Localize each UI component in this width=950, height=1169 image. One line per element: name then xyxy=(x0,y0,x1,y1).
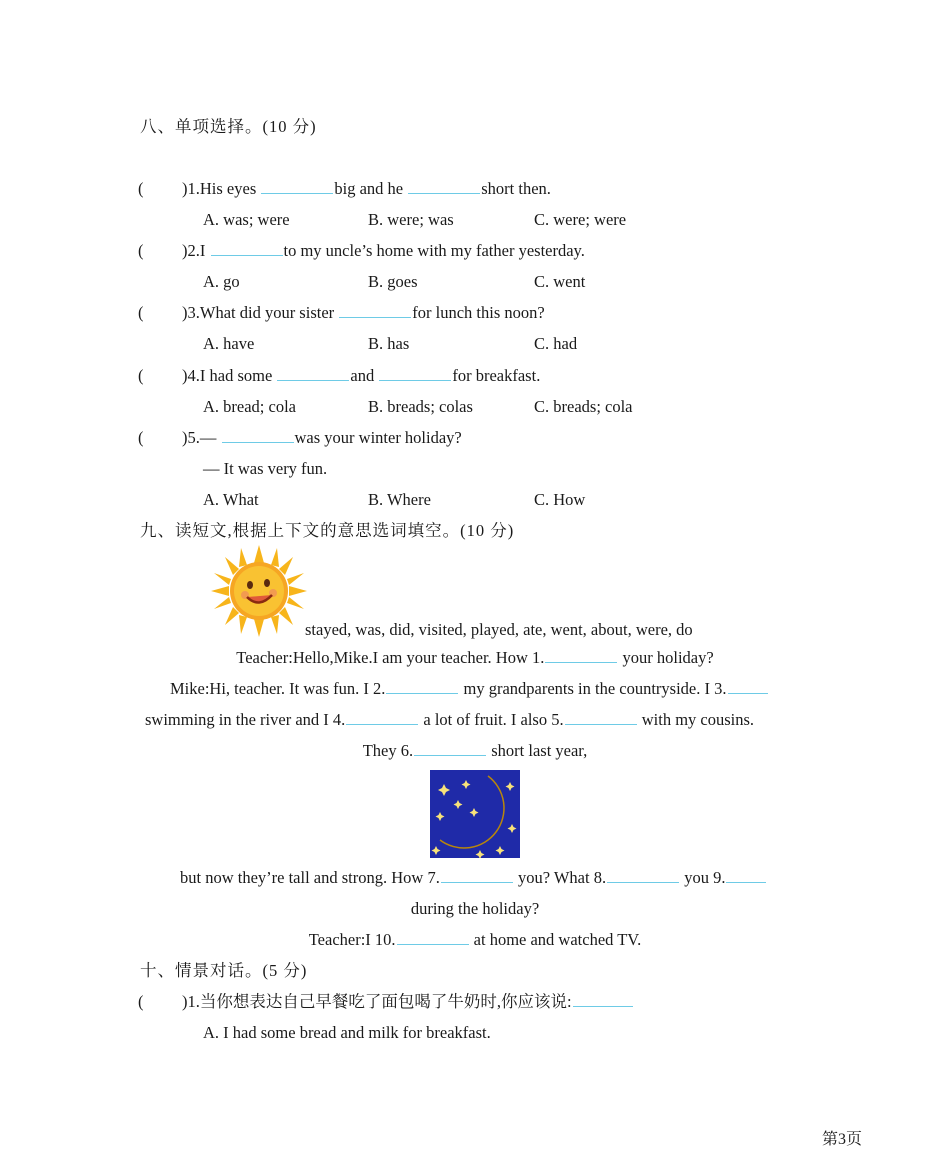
answer-paren[interactable]: ( xyxy=(138,179,144,198)
passage-line-1: Teacher:Hello,Mike.I am your teacher. How 1. your holiday? xyxy=(236,648,714,667)
blank[interactable] xyxy=(726,868,766,883)
option-c: C. were; were xyxy=(534,210,627,229)
option-c: C. breads; cola xyxy=(534,397,633,416)
answer-paren[interactable]: ( xyxy=(138,241,144,260)
question-1: ( )1.His eyes big and he short then. xyxy=(138,179,551,198)
blank[interactable] xyxy=(277,366,349,381)
question-2: ( )2.I to my uncle’s home with my father yesterday. xyxy=(138,241,585,260)
option-c: C. How xyxy=(534,490,586,509)
passage-line-7: Teacher:I 10. at home and watched TV. xyxy=(308,930,642,949)
passage-line-2: Mike:Hi, teacher. It was fun. I 2. my grandparents in the countryside. I 3. xyxy=(170,679,769,699)
passage-line-6: during the holiday? xyxy=(410,899,540,918)
moon-image xyxy=(430,770,520,858)
dialogue-question-1: ( )1.当你想表达自己早餐吃了面包喝了牛奶时,你应该说: xyxy=(138,992,634,1012)
option-a: A. have xyxy=(203,334,255,353)
answer-paren[interactable]: ( xyxy=(138,428,144,447)
question-3: ( )3.What did your sister for lunch this noon? xyxy=(138,303,545,322)
blank[interactable] xyxy=(545,648,617,663)
blank[interactable] xyxy=(397,930,469,945)
passage-line-4: They 6. short last year, xyxy=(362,741,588,760)
passage-line-3: swimming in the river and I 4. a lot of fruit. I also 5. with my cousins. xyxy=(145,710,755,729)
blank[interactable] xyxy=(565,710,637,725)
blank[interactable] xyxy=(261,179,333,194)
section-8-title: 八、单项选择。(10 分) xyxy=(140,117,317,136)
blank[interactable] xyxy=(379,366,451,381)
blank[interactable] xyxy=(728,679,768,694)
blank[interactable] xyxy=(607,868,679,883)
answer-paren[interactable]: ( xyxy=(138,303,144,322)
blank[interactable] xyxy=(222,428,294,443)
option-b: B. has xyxy=(368,334,410,353)
word-bank: stayed, was, did, visited, played, ate, went, about, were, do xyxy=(305,620,693,639)
question-5: ( )5.— was your winter holiday? xyxy=(138,428,462,447)
section-9-title: 九、读短文,根据上下文的意思选词填空。(10 分) xyxy=(140,521,515,540)
option-c: C. had xyxy=(534,334,578,353)
blank[interactable] xyxy=(386,679,458,694)
section-10-title: 十、情景对话。(5 分) xyxy=(140,961,308,980)
question-5-reply: — It was very fun. xyxy=(203,459,328,478)
option-b: B. were; was xyxy=(368,210,454,229)
option-b: B. goes xyxy=(368,272,418,291)
option-c: C. went xyxy=(534,272,586,291)
answer-paren[interactable]: ( xyxy=(138,366,144,385)
passage-line-5: but now they’re tall and strong. How 7. you? What 8. you 9. xyxy=(180,868,767,888)
blank[interactable] xyxy=(346,710,418,725)
answer-paren[interactable]: ( xyxy=(138,992,144,1011)
sun-image xyxy=(211,545,307,637)
blank[interactable] xyxy=(441,868,513,883)
option-a: A. bread; cola xyxy=(203,397,296,416)
option-a: A. was; were xyxy=(203,210,290,229)
blank[interactable] xyxy=(573,992,633,1007)
dialogue-option-a: A. I had some bread and milk for breakfast. xyxy=(203,1023,491,1042)
option-b: B. Where xyxy=(368,490,431,509)
option-a: A. go xyxy=(203,272,240,291)
option-a: A. What xyxy=(203,490,259,509)
blank[interactable] xyxy=(414,741,486,756)
blank[interactable] xyxy=(339,303,411,318)
page-number: 第3页 xyxy=(821,1131,862,1148)
blank[interactable] xyxy=(211,241,283,256)
question-4: ( )4.I had some and for breakfast. xyxy=(138,366,541,385)
blank[interactable] xyxy=(408,179,480,194)
option-b: B. breads; colas xyxy=(368,397,473,416)
